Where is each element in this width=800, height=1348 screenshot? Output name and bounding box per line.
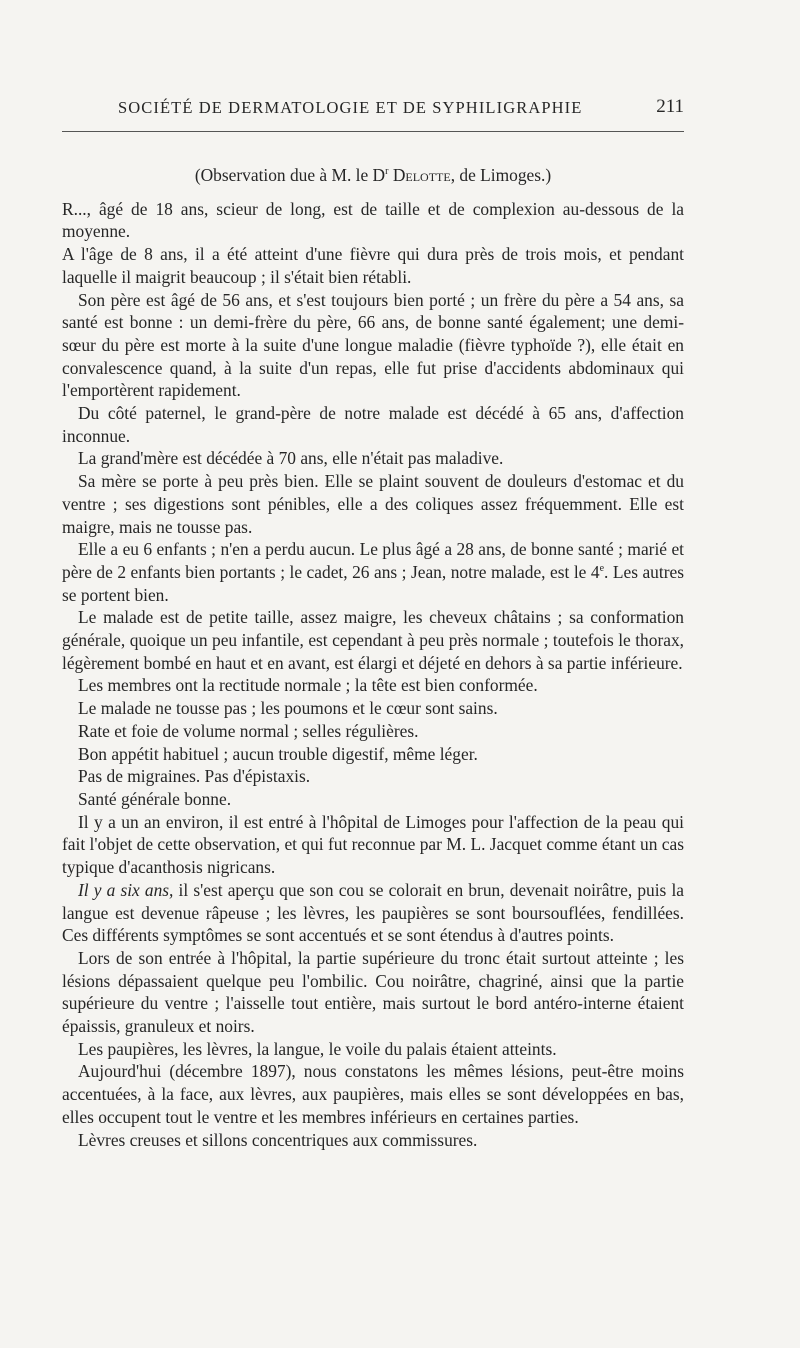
paragraph-six-years-text: il s'est aperçu que son cou se colorait en brun, devenait noirâtre, puis la langue est devenue râpeuse ; les lèvres, les paupières se sont boursouflées, fendillées. Ces différents symptômes se sont accentués et se sont étendus à d'autres points. bbox=[62, 879, 684, 946]
paragraph-children-text: Elle a eu 6 enfants ; n'en a perdu aucun. Le plus âgé a 28 ans, de bonne santé ; marié et père de 2 enfants bien portants ; le cadet, 26 ans ; Jean, notre malade, est le 4 bbox=[62, 539, 684, 582]
running-title: SOCIÉTÉ DE DERMATOLOGIE ET DE SYPHILIGRAPHIE bbox=[118, 98, 583, 117]
paragraph: A l'âge de 8 ans, il a été atteint d'une fièvre qui dura près de trois mois, et pendant laquelle il maigrit beaucoup ; il s'était bien rétabli. bbox=[62, 244, 684, 287]
page-number: 211 bbox=[656, 96, 684, 117]
paragraph: Sa mère se porte à peu près bien. Elle se plaint souvent de douleurs d'estomac et du ventre ; ses digestions sont pénibles, elle a des coliques assez fréquemment. Elle est maigre, mais ne tousse pas. bbox=[62, 471, 684, 537]
paragraph: La grand'mère est décédée à 70 ans, elle n'était pas maladive. bbox=[78, 448, 504, 469]
paragraph-children-end: . Les autres se portent bien. bbox=[62, 561, 684, 605]
observation-superscript: r bbox=[385, 166, 389, 177]
paragraph: Lèvres creuses et sillons concentriques aux commissures. bbox=[78, 1129, 478, 1150]
paragraph: Le malade ne tousse pas ; les poumons et le cœur sont sains. bbox=[78, 698, 498, 719]
paragraph: Les membres ont la rectitude normale ; la tête est bien conformée. bbox=[78, 675, 538, 696]
paragraph: Les paupières, les lèvres, la langue, le voile du palais étaient atteints. bbox=[78, 1038, 557, 1059]
observation-author: Delotte bbox=[392, 165, 451, 185]
running-header bbox=[118, 88, 684, 118]
paragraph: Rate et foie de volume normal ; selles régulières. bbox=[78, 720, 419, 741]
observation-suffix: , de Limoges.) bbox=[450, 165, 552, 185]
paragraph: Son père est âgé de 56 ans, et s'est toujours bien porté ; un frère du père a 54 ans, sa santé est bonne : un demi-frère du père, 66 ans, de bonne santé également; une demi-sœur du père est morte à la suite d'une longue maladie (fièvre typhoïde ?), elle était en convalescence quand, à la suite d'un repas, elle fut prise d'accidents abdominaux qui l'emportèrent rapidement. bbox=[62, 289, 684, 401]
italic-lead: Il y a six ans, bbox=[78, 879, 174, 900]
observation-heading bbox=[62, 164, 684, 187]
header-rule bbox=[62, 131, 684, 132]
paragraph: Il y a un an environ, il est entré à l'hôpital de Limoges pour l'affection de la peau qui fait l'objet de cette observation, et qui fut reconnue par M. L. Jacquet comme étant un cas typique d'acanthosis nigricans. bbox=[62, 811, 684, 878]
paragraph: R..., âgé de 18 ans, scieur de long, est de taille et de complexion au-dessous de la moyenne. bbox=[62, 198, 684, 242]
paragraph: Bon appétit habituel ; aucun trouble digestif, même léger. bbox=[78, 743, 478, 764]
paragraph-children bbox=[62, 538, 684, 606]
paragraph: Santé générale bonne. bbox=[78, 788, 232, 809]
paragraph: Lors de son entrée à l'hôpital, la partie supérieure du tronc était surtout atteinte ; les lésions dépassaient quelque peu l'ombilic. Cou noirâtre, chagriné, ainsi que la partie supérieure du ventre ; l'aisselle tout entière, mais surtout le bord antéro-interne étaient épaissis, granuleux et noirs. bbox=[62, 947, 684, 1037]
ordinal-superscript: e bbox=[599, 562, 605, 574]
paragraph: Le malade est de petite taille, assez maigre, les cheveux châtains ; sa conformation générale, quoique un peu infantile, est cependant à peu près normale ; toutefois le thorax, légèrement bombé en haut et en avant, est élargi et déjeté en dehors à sa partie inférieure. bbox=[62, 607, 684, 673]
paragraph: Aujourd'hui (décembre 1897), nous constatons les mêmes lésions, peut-être moins accentuées, à la face, aux lèvres, aux paupières, mais elles se sont développées en bas, elles occupent tout le ventre et les membres inférieurs en certaines parties. bbox=[62, 1061, 684, 1127]
paragraph: Pas de migraines. Pas d'épistaxis. bbox=[78, 766, 311, 787]
paragraph: Du côté paternel, le grand-père de notre malade est décédé à 65 ans, d'affection inconnue. bbox=[62, 403, 684, 446]
paragraph-six-years bbox=[62, 879, 684, 947]
body-text bbox=[62, 164, 684, 1151]
observation-prefix: (Observation due à M. le D bbox=[194, 165, 386, 185]
